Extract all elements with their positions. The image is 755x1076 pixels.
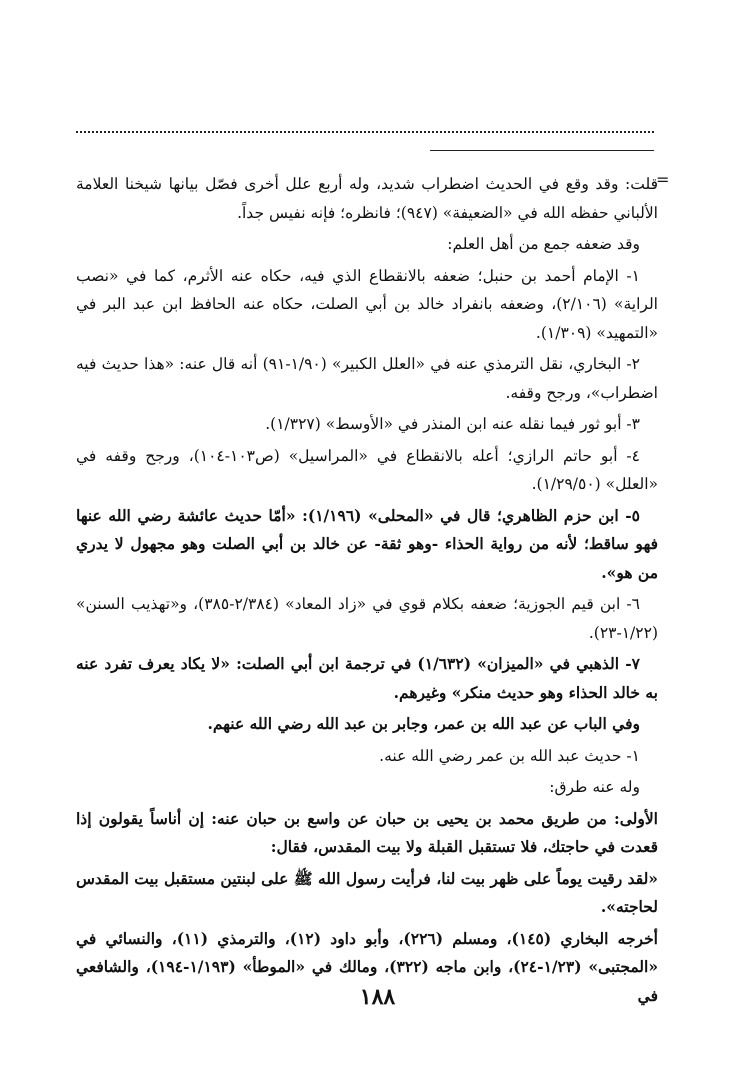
paragraph: ٣- أبو ثور فيما نقله عنه ابن المنذر في «الأوسط» (١/٣٢٧).	[265, 415, 640, 433]
paragraph: ١- حديث عبد الله بن عمر رضي الله عنه.	[379, 746, 640, 765]
hadith-quote: «لقد رقيت يوماً على ظهر بيت لنا، فرأيت رسول الله ﷺ على لبنتين مستقبل بيت المقدس لحاجته».	[76, 868, 658, 916]
paragraph: وفي الباب عن عبد الله بن عمر، وجابر بن عبد الله رضي الله عنهم.	[207, 714, 640, 733]
footnote-rule	[430, 150, 654, 151]
paragraph: ٦- ابن قيم الجوزية؛ ضعفه بكلام قوي في «زاد المعاد» (٢/٣٨٤-٣٨٥)، و«تهذيب السنن» (١/٢٢-٢٣).	[76, 595, 658, 642]
paragraph: وقد ضعفه جمع من أهل العلم:	[447, 235, 640, 253]
paragraph: أخرجه البخاري (١٤٥)، ومسلم (٢٢٦)، وأبو داود (١٢)، والترمذي (١١)، والنسائي في «المجتبى» (١/٢٣-٢٤)، وابن ماجه (٣٢٢)، ومالك في «الموطأ» (١/١٩٣-١٩٤)، والشافعي في	[76, 928, 659, 1005]
paragraph: الأولى: من طريق محمد بن يحيى بن حبان عن واسع بن حبان عنه: إن أناساً يقولون إذا قعدت في حاجتك، فلا تستقبل القبلة ولا بيت المقدس، فقال:	[76, 808, 658, 856]
paragraph: قلت: وقد وقع في الحديث اضطراب شديد، وله أربع علل أخرى فصّل بيانها شيخنا العلامة الألباني حفظه الله في «الضعيفة» (٩٤٧)؛ فانظره؛ فإنه نفيس جداً.	[76, 175, 658, 222]
dotted-separator	[76, 131, 654, 133]
paragraph: ٢- البخاري، نقل الترمذي عنه في «العلل الكبير» (١/٩٠-٩١) أنه قال عنه: «هذا حديث فيه اضطراب»، ورجح وقفه.	[76, 355, 658, 402]
paragraph: ٥- ابن حزم الظاهري؛ قال في «المحلى» (١/١٩٦): «أمّا حديث عائشة رضي الله عنها فهو ساقط؛ لأنه من رواية الحذاء -وهو ثقة- عن خالد بن أبي الصلت وهو مجهول لا يدري من هو».	[76, 505, 658, 582]
paragraph: ٧- الذهبي في «الميزان» (١/٦٣٢) في ترجمة ابن أبي الصلت: «لا يكاد يعرف تفرد عنه به خالد الحذاء وهو حديث منكر» وغيرهم.	[76, 654, 658, 702]
footnote-text	[76, 170, 658, 1013]
paragraph: ٤- أبو حاتم الرازي؛ أعله بالانقطاع في «المراسيل» (ص١٠٣-١٠٤)، ورجح وقفه في «العلل» (١/٢٩/٥٠).	[76, 446, 658, 493]
paragraph: ١- الإمام أحمد بن حنبل؛ ضعفه بالانقطاع الذي فيه، حكاه عنه الأثرم، كما في «نصب الراية» (٢/١٠٦)، وضعفه بانفراد خالد بن أبي الصلت، حكاه عنه الحافظ ابن عبد البر في «التمهيد» (١/٣٠٩).	[76, 266, 658, 342]
paragraph: وله عنه طرق:	[549, 778, 640, 796]
page-number: ١٨٨	[359, 984, 396, 1010]
continuation-marker: =	[656, 170, 670, 189]
